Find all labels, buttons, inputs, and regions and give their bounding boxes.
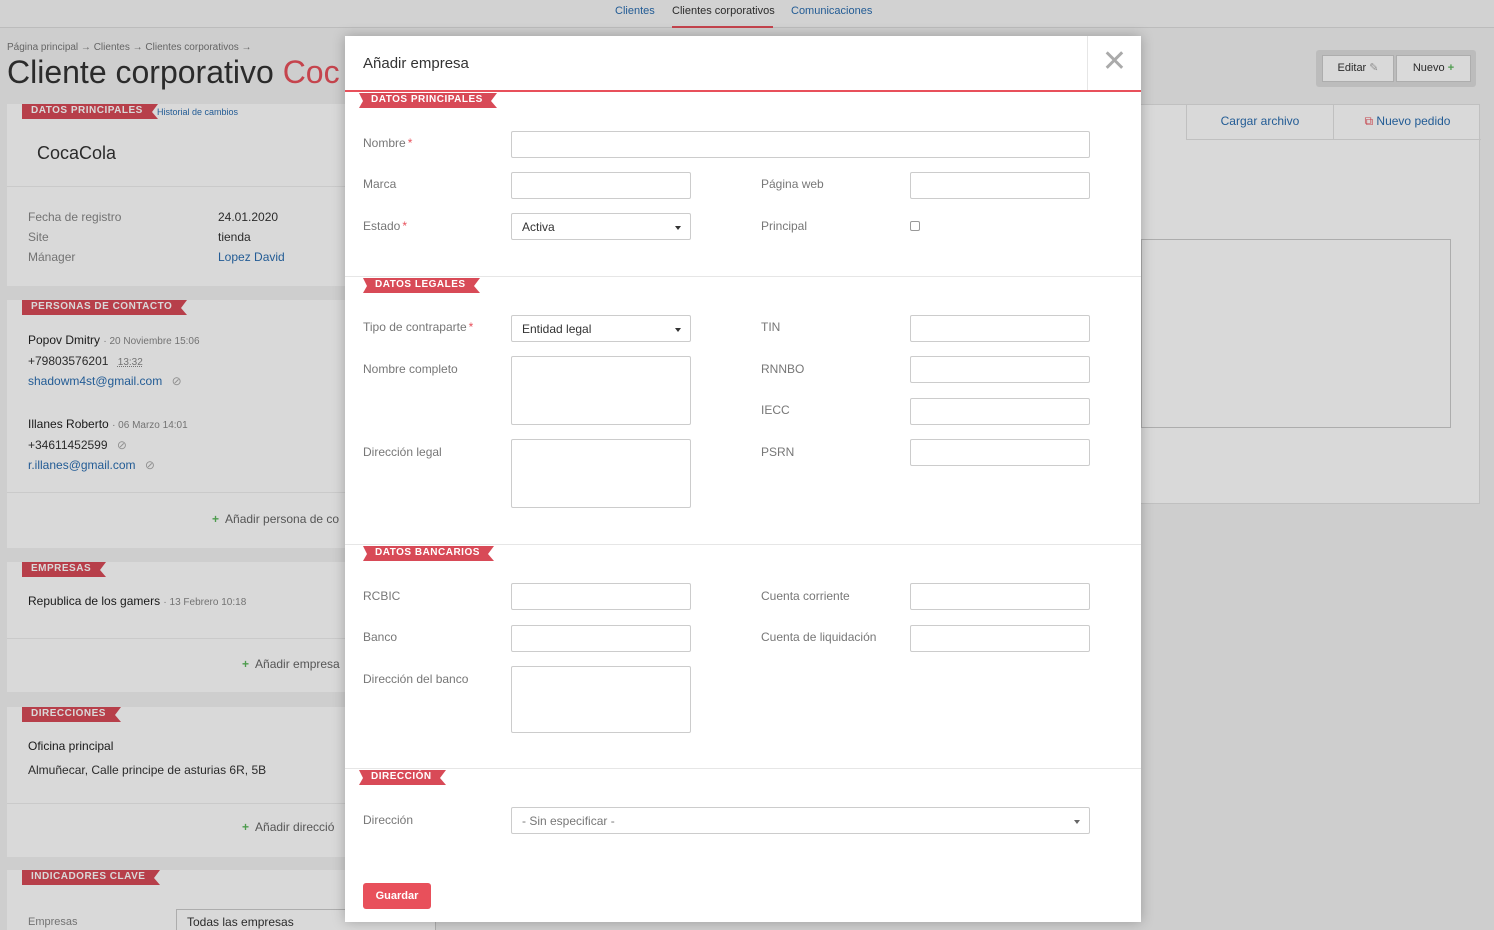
edit-button[interactable]: Editar ✎ [1322, 55, 1394, 82]
contact-name: Illanes Roberto · 06 Marzo 14:01 [28, 417, 188, 431]
name-label: Nombre * [363, 136, 413, 150]
rnnbo-input[interactable] [910, 356, 1090, 383]
bank-label: Banco [363, 630, 398, 644]
counterparty-type-select[interactable]: Entidad legal [511, 315, 691, 342]
new-button[interactable]: Nuevo + [1396, 55, 1471, 82]
upload-file-button[interactable]: Cargar archivo [1186, 105, 1333, 140]
address-name: Oficina principal [28, 739, 114, 753]
section-ribbon: DATOS LEGALES [367, 278, 474, 293]
kpi-label: Empresas [28, 916, 78, 928]
field-label: Mánager [28, 250, 76, 264]
close-icon[interactable]: ✕ [1087, 36, 1141, 90]
legal-address-textarea[interactable] [511, 439, 691, 508]
plus-icon: + [212, 512, 220, 526]
manager-link[interactable]: Lopez David [218, 250, 285, 264]
counterparty-type-label: Tipo de contraparte * [363, 320, 474, 334]
contact-name: Popov Dmitry · 20 Noviembre 15:06 [28, 333, 200, 347]
field-label: Site [28, 230, 49, 244]
chevron-down-icon [675, 226, 681, 230]
current-account-label: Cuenta corriente [761, 589, 850, 603]
address-label: Dirección [363, 813, 414, 827]
section-ribbon: DIRECCIONES [22, 707, 115, 722]
section-ribbon: DATOS BANCARIOS [367, 546, 488, 561]
modal-title: Añadir empresa [363, 55, 469, 72]
section-bank-data [345, 544, 1141, 768]
tin-label: TIN [761, 320, 781, 334]
bank-address-textarea[interactable] [511, 666, 691, 733]
psrn-input[interactable] [910, 439, 1090, 466]
status-label: Estado * [363, 219, 408, 233]
contact-phone: +79803576201 13:32 [28, 354, 143, 368]
field-value: 24.01.2020 [218, 210, 279, 224]
chevron-down-icon [1074, 820, 1080, 824]
contact-email[interactable]: r.illanes@gmail.com ⊘ [28, 458, 155, 472]
section-address [345, 768, 1141, 868]
modal-header [345, 36, 1141, 92]
add-company-modal [345, 36, 1141, 922]
psrn-label: PSRN [761, 445, 795, 459]
tab-clientes-corporativos[interactable]: Clientes corporativos [672, 5, 775, 17]
field-value: tienda [218, 230, 251, 244]
website-input[interactable] [910, 172, 1090, 199]
check-icon: ⊘ [171, 374, 182, 388]
contact-phone: +34611452599 ⊘ [28, 438, 127, 452]
section-ribbon: PERSONAS DE CONTACTO [22, 300, 181, 315]
add-address-button[interactable]: + Añadir direcció [242, 820, 335, 834]
tab-comunicaciones[interactable]: Comunicaciones [791, 5, 873, 17]
settlement-account-label: Cuenta de liquidación [761, 630, 877, 644]
current-account-input[interactable] [910, 583, 1090, 610]
principal-label: Principal [761, 219, 808, 233]
history-link[interactable]: Historial de cambios [157, 107, 239, 117]
name-input[interactable] [511, 131, 1090, 158]
plus-icon: + [242, 657, 250, 671]
page-title: Cliente corporativo Coc [7, 54, 340, 90]
kpi-company-select[interactable]: Todas las empresas [176, 909, 436, 930]
external-link-icon: ⧉ [1364, 114, 1374, 128]
check-icon: ⊘ [116, 438, 127, 452]
section-main-data [345, 92, 1141, 276]
brand-input[interactable] [511, 172, 691, 199]
section-ribbon: DATOS PRINCIPALES [22, 104, 152, 119]
bank-input[interactable] [511, 625, 691, 652]
contact-email[interactable]: shadowm4st@gmail.com ⊘ [28, 374, 182, 388]
check-icon: ⊘ [144, 458, 155, 472]
company-name: CocaCola [37, 143, 117, 163]
website-label: Página web [761, 177, 824, 191]
address-select[interactable]: - Sin especificar - [511, 807, 1090, 834]
section-ribbon: DATOS PRINCIPALES [363, 93, 491, 108]
rnnbo-label: RNNBO [761, 362, 805, 376]
brand-label: Marca [363, 177, 397, 191]
chevron-down-icon [675, 328, 681, 332]
bank-address-label: Dirección del banco [363, 672, 469, 686]
add-contact-button[interactable]: + Añadir persona de co [212, 512, 340, 526]
rcbic-label: RCBIC [363, 589, 401, 603]
iecc-label: IECC [761, 403, 790, 417]
section-legal-data [345, 276, 1141, 544]
tin-input[interactable] [910, 315, 1090, 342]
tab-clientes[interactable]: Clientes [615, 5, 655, 17]
settlement-account-input[interactable] [910, 625, 1090, 652]
principal-checkbox[interactable] [910, 221, 920, 231]
address-text: Almuñecar, Calle principe de asturias 6R, 5B [28, 763, 267, 777]
rcbic-input[interactable] [511, 583, 691, 610]
section-ribbon: DIRECCIÓN [363, 770, 440, 785]
section-ribbon: INDICADORES CLAVE [22, 870, 154, 885]
legal-address-label: Dirección legal [363, 445, 442, 459]
add-company-button[interactable]: + Añadir empresa [242, 657, 340, 671]
status-select[interactable]: Activa [511, 213, 691, 240]
section-ribbon: EMPRESAS [22, 562, 100, 577]
plus-icon: + [242, 820, 250, 834]
breadcrumb: Página principal → Clientes → Clientes corporativos → [7, 42, 252, 53]
full-name-label: Nombre completo [363, 362, 458, 376]
company-item[interactable]: Republica de los gamers · 13 Febrero 10:18 [28, 594, 247, 608]
field-label: Fecha de registro [28, 210, 122, 224]
save-button[interactable]: Guardar [363, 883, 431, 909]
iecc-input[interactable] [910, 398, 1090, 425]
full-name-textarea[interactable] [511, 356, 691, 425]
new-order-button[interactable]: ⧉ Nuevo pedido [1333, 105, 1481, 140]
